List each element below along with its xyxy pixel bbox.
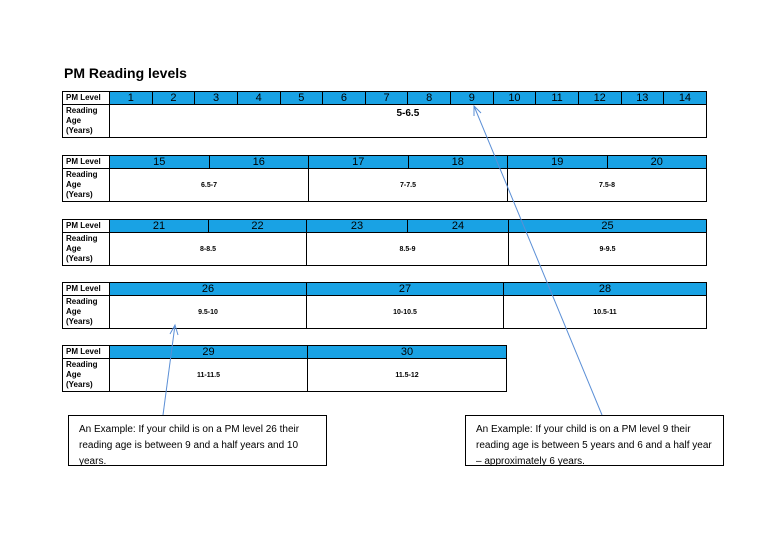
pm-level-label: PM Level <box>63 220 110 233</box>
pm-level-cell: 17 <box>309 156 409 169</box>
reading-age-label: Reading Age (Years) <box>63 296 110 329</box>
pm-level-cell: 23 <box>307 220 408 233</box>
pm-level-cell: 26 <box>110 283 307 296</box>
pm-level-label: PM Level <box>63 92 110 105</box>
reading-age-label: Reading Age (Years) <box>63 105 110 138</box>
pm-level-cell: 1 <box>110 92 153 105</box>
reading-age-cell: 9.5-10 <box>110 296 307 329</box>
reading-age-cell: 7.5-8 <box>508 169 707 202</box>
reading-age-cell: 7-7.5 <box>309 169 508 202</box>
pm-level-cell: 9 <box>451 92 494 105</box>
pm-level-label: PM Level <box>63 346 110 359</box>
page-title: PM Reading levels <box>64 65 187 81</box>
pm-level-cell: 2 <box>152 92 195 105</box>
pm-level-cell: 16 <box>209 156 309 169</box>
pm-level-cell: 4 <box>237 92 280 105</box>
reading-age-cell: 8.5-9 <box>307 233 509 266</box>
pm-level-label: PM Level <box>63 283 110 296</box>
pm-level-cell: 8 <box>408 92 451 105</box>
pm-level-cell: 28 <box>504 283 707 296</box>
reading-age-cell: 11.5-12 <box>308 359 507 392</box>
pm-level-cell: 29 <box>110 346 308 359</box>
reading-age-cell: 10-10.5 <box>307 296 504 329</box>
arrow-line-left <box>163 325 175 415</box>
pm-level-cell: 24 <box>408 220 509 233</box>
reading-age-cell: 5-6.5 <box>110 105 707 138</box>
reading-age-cell: 8-8.5 <box>110 233 307 266</box>
example-callout-right: An Example: If your child is on a PM level 9 their reading age is between 5 years and 6 and a half year – approximately 6 years. <box>465 415 724 466</box>
pm-level-cell: 18 <box>408 156 508 169</box>
pm-level-cell: 7 <box>365 92 408 105</box>
pm-level-cell: 21 <box>110 220 209 233</box>
reading-age-cell: 10.5-11 <box>504 296 707 329</box>
reading-age-cell: 6.5-7 <box>110 169 309 202</box>
pm-level-cell: 5 <box>280 92 323 105</box>
pm-level-cell: 27 <box>307 283 504 296</box>
pm-level-cell: 19 <box>508 156 608 169</box>
pm-level-cell: 6 <box>323 92 366 105</box>
example-callout-left: An Example: If your child is on a PM level 26 their reading age is between 9 and a half years and 10 years. <box>68 415 327 466</box>
arrow-line-right <box>474 106 602 415</box>
pm-level-cell: 10 <box>493 92 536 105</box>
reading-age-cell: 11-11.5 <box>110 359 308 392</box>
pm-level-cell: 14 <box>664 92 707 105</box>
reading-age-label: Reading Age (Years) <box>63 359 110 392</box>
reading-age-label: Reading Age (Years) <box>63 169 110 202</box>
reading-age-label: Reading Age (Years) <box>63 233 110 266</box>
pm-level-cell: 3 <box>195 92 238 105</box>
pm-level-cell: 30 <box>308 346 507 359</box>
reading-age-cell: 9-9.5 <box>509 233 707 266</box>
pm-level-cell: 20 <box>607 156 707 169</box>
pm-level-cell: 25 <box>509 220 707 233</box>
pm-level-cell: 13 <box>621 92 664 105</box>
pm-level-cell: 12 <box>578 92 621 105</box>
pm-level-cell: 15 <box>110 156 210 169</box>
pm-level-cell: 11 <box>536 92 579 105</box>
pm-level-label: PM Level <box>63 156 110 169</box>
pm-level-cell: 22 <box>209 220 307 233</box>
